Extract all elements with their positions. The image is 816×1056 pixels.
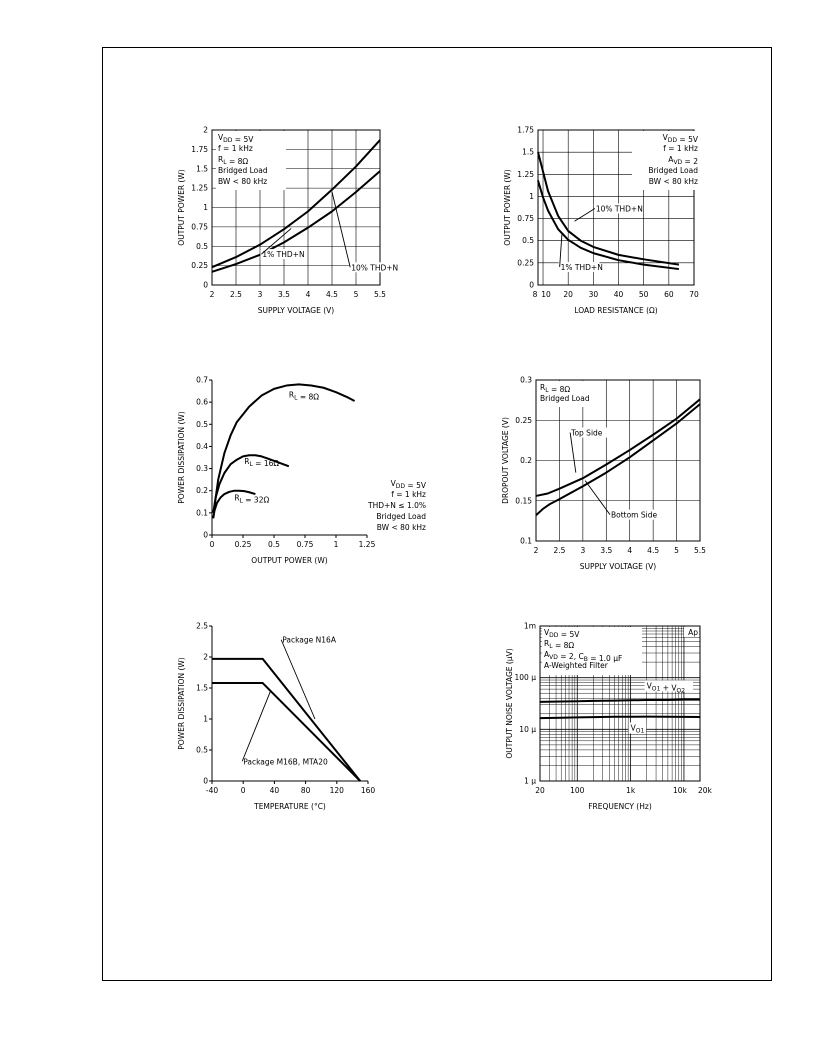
y-tick-label: 0.5 [196,745,208,755]
series-line-top-side [536,399,700,496]
series-label-r-l-16: $R_L = 16\Omega$ [244,457,280,469]
condition-line: $V_{DD} = 5V$ [390,479,426,490]
x-tick-label: 20k [698,786,712,795]
annotation-bottom-side: Bottom Side [610,510,658,520]
y-tick-label: 1 [203,203,208,212]
annotation-10-thd-n: 10% THD+N [595,204,643,214]
y-tick-label: 0.1 [196,508,208,518]
condition-line: $R_L = 8\Omega$ [544,639,575,650]
x-tick-label: 60 [664,290,674,299]
x-tick-label: 4 [627,546,633,555]
chart-output-noise-voltage-vs-frequency [488,614,718,824]
x-axis-label: SUPPLY VOLTAGE (V) [579,562,657,571]
y-tick-label: 1.75 [191,144,208,154]
y-tick-label: 0 [203,280,208,290]
x-tick-label: 4.5 [326,290,338,299]
x-tick-label: 5 [674,546,679,555]
y-tick-label: 0.3 [196,464,208,474]
series-label-v-o1: $V_{O1}$ [630,723,645,735]
y-axis-label: OUTPUT POWER (W) [177,169,186,246]
x-tick-label: 40 [269,786,280,795]
x-tick-label: 3.5 [278,290,290,299]
x-tick-label: 0 [240,786,246,795]
y-tick-label: 0 [529,280,534,290]
condition-line: BW < 80 kHz [218,177,268,186]
condition-line: BW < 80 kHz [376,523,426,532]
y-axis-label: POWER DISSIPATION (W) [177,411,186,504]
series-label-r-l-32: $R_L = 32\Omega$ [234,493,270,505]
y-tick-label: 2 [203,125,208,135]
series-line-r-l-8 [214,384,354,506]
x-tick-label: 8 [532,290,538,299]
y-tick-label: 1.5 [196,683,208,693]
condition-line: BW < 80 kHz [648,177,698,186]
y-tick-label: 0.25 [191,261,208,271]
x-tick-label: 10 [541,290,551,299]
series-label-v-o1-v-o2: $V_{O1} + V_{O2}$ [646,681,686,695]
chart-power-dissipation-vs-temperature [160,614,390,824]
y-tick-label: 1 [529,191,534,201]
x-tick-label: 160 [360,786,376,795]
chart-output-power-vs-load-resistance [488,118,718,328]
condition-line: A-Weighted Filter [544,661,608,670]
series-line-v-o1 [540,717,700,718]
x-tick-label: 0 [209,540,215,549]
y-tick-label: 0.2 [196,486,208,496]
conditions-text [216,131,286,190]
x-tick-label: 4 [305,290,311,299]
y-tick-label: 0.5 [196,241,208,251]
x-tick-label: 1.25 [358,540,376,549]
y-tick-label: 1.25 [191,183,208,193]
y-tick-label: 0.25 [515,415,532,425]
y-axis-label: OUTPUT POWER (W) [503,169,512,246]
condition-line: $A_{VD} = 2$, $C_B = 1.0$ μF [544,650,623,663]
condition-line: $A_{VD} = 2$ [668,155,698,166]
x-axis-label: LOAD RESISTANCE (Ω) [574,306,658,315]
x-axis-label: FREQUENCY (Hz) [588,802,652,811]
y-tick-label: 1m [523,621,536,631]
x-tick-label: 2.5 [553,546,566,555]
y-tick-label: 1.5 [196,164,208,174]
y-tick-label: 0 [203,530,208,540]
y-tick-label: 1.75 [517,125,534,135]
x-tick-label: 5 [353,290,359,299]
annotation-leader [574,208,594,221]
y-tick-label: 0.5 [522,236,534,246]
condition-line: $V_{DD} = 5V$ [218,133,254,144]
condition-line: Bridged Load [218,166,268,175]
y-tick-label: 0 [203,776,208,786]
annotation-package-n16a: Package N16A [282,635,336,645]
condition-line: Bridged Load [648,166,698,175]
y-tick-label: 0.7 [196,375,208,385]
y-tick-label: 0.6 [196,397,208,407]
x-tick-label: 5.5 [694,546,706,555]
series-line-package-m16b-mta20 [212,683,360,781]
x-tick-label: 3 [580,546,586,555]
x-tick-label: 3 [257,290,263,299]
y-tick-label: 100 μ [514,673,536,683]
x-axis-label: SUPPLY VOLTAGE (V) [257,306,335,315]
y-tick-label: 0.5 [196,419,208,429]
y-tick-label: 1 μ [524,776,536,786]
x-tick-label: 4.5 [647,546,660,555]
annotation-leader [242,691,270,761]
condition-line: THD+N ≤ 1.0% [368,501,426,510]
annotation-1-thd-n: 1% THD+N [262,250,305,260]
condition-line: $V_{DD} = 5V$ [544,628,580,639]
x-tick-label: 100 [570,786,585,795]
condition-line: Bridged Load [540,394,590,403]
y-tick-label: 10 μ [519,724,536,734]
condition-line: $R_L = 8\Omega$ [540,383,571,394]
x-tick-label: 40 [613,290,624,299]
x-tick-label: 80 [300,786,311,795]
y-tick-label: 1.5 [522,147,534,157]
y-tick-label: 1 [203,714,208,724]
conditions-text [632,131,702,190]
x-tick-label: 1 [333,540,339,549]
x-tick-label: 50 [638,290,649,299]
y-tick-label: 1.25 [517,169,534,179]
y-tick-label: 0.15 [515,496,532,506]
annotation-top-side: Top Side [571,428,603,438]
y-tick-label: 0.3 [520,375,532,385]
condition-line: $R_L = 8\Omega$ [218,155,249,166]
x-axis-label: OUTPUT POWER (W) [251,556,328,565]
y-tick-label: 2 [203,652,208,662]
x-tick-label: 2 [209,290,215,299]
y-tick-label: 0.4 [196,441,208,451]
chart-dropout-voltage-vs-supply-voltage [488,368,718,578]
x-tick-label: 2 [533,546,539,555]
x-tick-label: 0.75 [296,540,314,549]
condition-line: f = 1 kHz [663,144,698,153]
x-tick-label: 2.5 [230,290,242,299]
x-tick-label: 0.5 [268,540,280,549]
conditions-text [538,381,600,407]
y-axis-label: OUTPUT NOISE VOLTAGE (μV) [505,648,514,759]
series-line-v-o1-v-o2 [540,700,700,702]
y-tick-label: 0.2 [520,456,532,465]
x-tick-label: 1k [626,786,636,795]
condition-line: f = 1 kHz [391,490,426,499]
chart-output-power-vs-supply-voltage [160,118,399,328]
x-tick-label: 5.5 [374,290,386,299]
x-tick-label: 70 [689,290,699,299]
y-axis-label: DROPOUT VOLTAGE (V) [501,417,510,504]
y-tick-label: 0.25 [517,258,534,268]
series-label-r-l-8: $R_L = 8\Omega$ [288,390,320,402]
chart-power-dissipation-vs-output-power [160,368,426,578]
condition-line: f = 1 kHz [218,144,253,153]
y-tick-label: 0.75 [191,222,208,232]
annotation-leader [570,433,576,473]
condition-line: Bridged Load [376,512,426,521]
corner-label: Ap [688,628,698,637]
x-tick-label: 3.5 [600,546,613,555]
y-tick-label: 0.1 [520,536,532,546]
x-tick-label: 20 [535,786,545,795]
condition-line: $V_{DD} = 5V$ [662,133,698,144]
y-axis-label: POWER DISSIPATION (W) [177,657,186,750]
conditions-text [542,627,642,675]
x-tick-label: 0.25 [234,540,252,549]
x-tick-label: 10k [672,786,687,795]
y-tick-label: 2.5 [196,621,208,631]
annotation-1-thd-n: 1% THD+N [560,262,603,272]
x-tick-label: 30 [588,290,599,299]
series-line-1-thd-n [538,180,679,269]
y-tick-label: 0.75 [517,214,534,224]
x-axis-label: TEMPERATURE (°C) [254,802,326,811]
series-line-bottom-side [536,404,700,515]
x-tick-label: -40 [205,786,219,795]
annotation-10-thd-n: 10% THD+N [351,263,399,273]
x-tick-label: 20 [563,290,573,299]
conditions-text [367,479,427,532]
x-tick-label: 120 [329,786,344,795]
annotation-package-m16b-mta20: Package M16B, MTA20 [243,757,328,767]
